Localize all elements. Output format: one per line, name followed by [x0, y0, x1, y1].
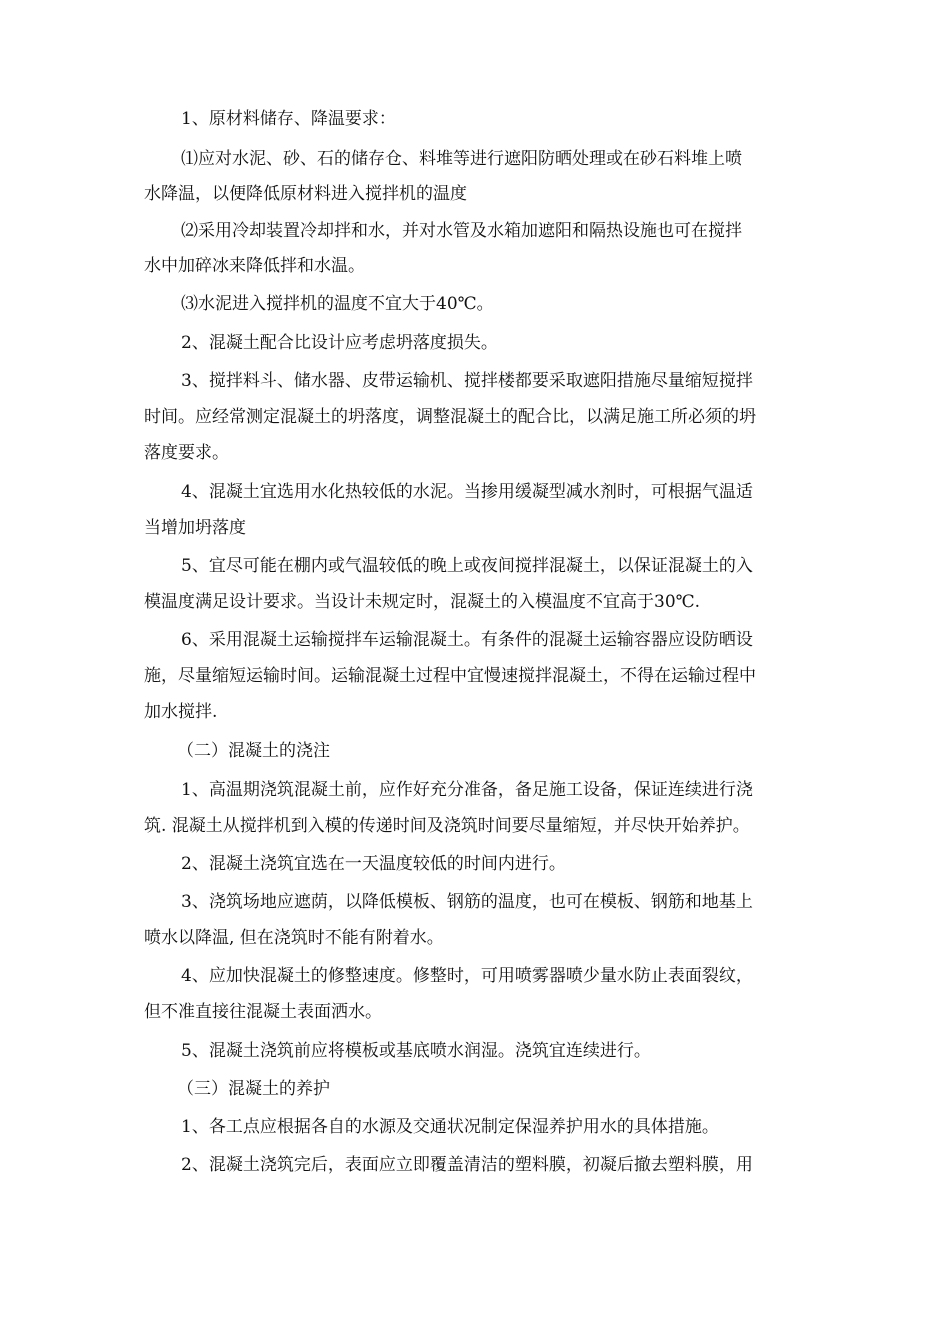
- text-line: 落度要求。: [144, 443, 229, 463]
- text-line: ⑴应对水泥、砂、石的储存仓、料堆等进行遮阳防晒处理或在砂石料堆上喷: [181, 149, 742, 169]
- text-line: 4、应加快混凝土的修整速度。修整时，可用喷雾器喷少量水防止表面裂纹，: [181, 966, 753, 986]
- text-line: 喷水以降温, 但在浇筑时不能有附着水。: [144, 928, 444, 948]
- text-line: 2、混凝土浇筑完后，表面应立即覆盖清洁的塑料膜，初凝后撤去塑料膜，用: [181, 1155, 753, 1175]
- text-line: 3、搅拌料斗、储水器、皮带运输机、搅拌楼都要采取遮阳措施尽量缩短搅拌: [181, 371, 753, 391]
- text-line: 5、宜尽可能在棚内或气温较低的晚上或夜间搅拌混凝土，以保证混凝土的入: [181, 556, 753, 576]
- text-line: 1、原材料储存、降温要求：: [181, 109, 396, 129]
- text-line: 2、混凝土配合比设计应考虑坍落度损失。: [181, 333, 498, 353]
- text-line: 1、高温期浇筑混凝土前，应作好充分准备，备足施工设备，保证连续进行浇: [181, 780, 753, 800]
- text-line: ⑶水泥进入搅拌机的温度不宜大于40℃。: [181, 294, 494, 314]
- text-line: 6、采用混凝土运输搅拌车运输混凝土。有条件的混凝土运输容器应设防晒设: [181, 630, 753, 650]
- text-line: ⑵采用冷却装置冷却拌和水，并对水管及水箱加遮阳和隔热设施也可在搅拌: [181, 221, 742, 241]
- text-line: 施，尽量缩短运输时间。运输混凝土过程中宜慢速搅拌混凝土，不得在运输过程中: [144, 666, 756, 686]
- section-heading: （二）混凝土的浇注: [177, 741, 330, 761]
- text-line: 5、混凝土浇筑前应将模板或基底喷水润湿。浇筑宜连续进行。: [181, 1041, 651, 1061]
- text-line: 加水搅拌.: [144, 702, 218, 722]
- text-line: 1、各工点应根据各自的水源及交通状况制定保湿养护用水的具体措施。: [181, 1117, 719, 1137]
- text-line: 时间。应经常测定混凝土的坍落度，调整混凝土的配合比，以满足施工所必须的坍: [144, 407, 756, 427]
- section-heading: （三）混凝土的养护: [177, 1079, 330, 1099]
- text-line: 模温度满足设计要求。当设计未规定时，混凝土的入模温度不宜高于30℃.: [144, 592, 701, 612]
- text-line: 4、混凝土宜选用水化热较低的水泥。当掺用缓凝型减水剂时，可根据气温适: [181, 482, 753, 502]
- text-line: 2、混凝土浇筑宜选在一天温度较低的时间内进行。: [181, 854, 566, 874]
- text-line: 水中加碎冰来降低拌和水温。: [144, 256, 365, 276]
- text-line: 水降温，以便降低原材料进入搅拌机的温度: [144, 184, 467, 204]
- text-line: 当增加坍落度: [144, 518, 246, 538]
- text-line: 筑. 混凝土从搅拌机到入模的传递时间及浇筑时间要尽量缩短，并尽快开始养护。: [144, 816, 750, 836]
- text-line: 但不准直接往混凝土表面洒水。: [144, 1002, 382, 1022]
- text-line: 3、浇筑场地应遮荫，以降低模板、钢筋的温度，也可在模板、钢筋和地基上: [181, 892, 753, 912]
